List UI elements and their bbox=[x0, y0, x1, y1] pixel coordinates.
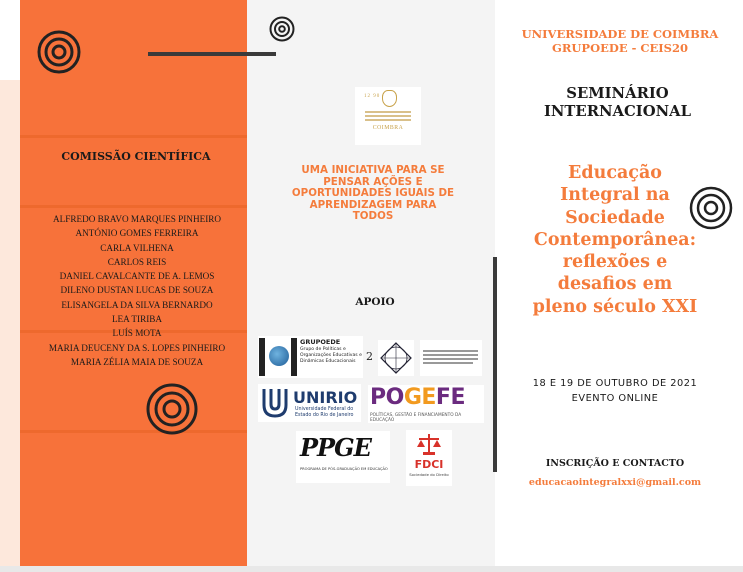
scales-of-justice-icon bbox=[416, 432, 442, 456]
logo-text-line bbox=[423, 350, 478, 352]
member-name: CARLOS REIS bbox=[107, 256, 167, 267]
logo-text-line bbox=[423, 362, 473, 364]
uc-name: COIMBRA bbox=[372, 125, 404, 131]
uc-text-line bbox=[365, 119, 411, 121]
geometric-emblem-icon bbox=[378, 340, 414, 376]
uc-text-line bbox=[365, 111, 411, 113]
pogefe-logo bbox=[368, 385, 484, 423]
fdci-subtitle: Sociedade do Direito bbox=[409, 472, 449, 477]
logo-bar bbox=[259, 338, 265, 376]
unirio-subtitle: Universidade Federal do Estado do Rio de Janeiro bbox=[295, 407, 354, 418]
member-name: ALFREDO BRAVO MARQUES PINHEIRO bbox=[52, 214, 222, 224]
divider-line bbox=[148, 52, 276, 56]
iniciativa-line: OPORTUNIDADES IGUAIS DE bbox=[291, 187, 455, 199]
universidade-coimbra-logo bbox=[355, 87, 421, 145]
concentric-circles-icon bbox=[37, 30, 81, 74]
group-name: GRUPOEDE - CEIS20 bbox=[552, 41, 688, 55]
grupoede-logo bbox=[258, 336, 363, 378]
university-header bbox=[500, 27, 740, 55]
ppge-wordmark: PPGE bbox=[300, 433, 371, 462]
iniciativa-line: APRENDIZAGEM PARA bbox=[309, 198, 437, 211]
title-line: Contemporânea: bbox=[533, 229, 697, 250]
member-name: DANIEL CAVALCANTE DE A. LEMOS bbox=[59, 271, 215, 282]
title-line: pleno século XXI bbox=[532, 296, 698, 317]
badge-number: 2 bbox=[366, 350, 373, 363]
pogefe-wordmark: POGEFE bbox=[370, 385, 465, 410]
logo-text-line bbox=[423, 358, 478, 360]
seminario-line: SEMINÁRIO bbox=[566, 85, 669, 102]
university-name: UNIVERSIDADE DE COIMBRA bbox=[521, 27, 719, 41]
concentric-circles-icon bbox=[146, 383, 198, 435]
shelf-line bbox=[20, 135, 247, 138]
member-name: LUÍS MOTA bbox=[112, 328, 162, 339]
ppge-subtitle: PROGRAMA DE PÓS-GRADUAÇÃO EM EDUCAÇÃO bbox=[300, 467, 388, 471]
member-name: MARIA DEUCENY DA S. LOPES PINHEIRO bbox=[48, 342, 226, 353]
title-line: Integral na bbox=[560, 185, 670, 206]
member-name: LEA TIRIBA bbox=[111, 314, 163, 325]
title-line: reflexões e bbox=[562, 252, 668, 273]
uc-years: 12 90 bbox=[364, 94, 381, 99]
pogefe-subtitle: POLÍTICAS, GESTÃO E FINANCIAMENTO DA EDUCAÇÃO bbox=[370, 413, 462, 423]
ppge-logo bbox=[296, 431, 390, 483]
title-line: Sociedade bbox=[565, 207, 665, 228]
apoio-heading: APOIO bbox=[355, 296, 395, 308]
unirio-emblem-icon bbox=[260, 387, 290, 419]
logo-bar bbox=[291, 338, 297, 376]
divider-line bbox=[493, 257, 497, 472]
partner-text-logo bbox=[420, 340, 482, 376]
member-name: ANTÓNIO GOMES FERREIRA bbox=[75, 228, 199, 239]
contact-label: INSCRIÇÃO E CONTACTO bbox=[545, 458, 685, 469]
bottom-edge bbox=[0, 566, 743, 572]
globe-icon bbox=[269, 346, 289, 366]
unirio-logo bbox=[258, 384, 361, 422]
comissao-title: COMISSÃO CIENTÍFICA bbox=[61, 150, 211, 163]
event-dates bbox=[510, 377, 720, 406]
seminario-heading bbox=[505, 85, 730, 121]
member-name: ELISANGELA DA SILVA BERNARDO bbox=[61, 299, 213, 310]
comissao-member-list bbox=[30, 212, 244, 369]
iniciativa-line: UMA INICIATIVA PARA SE bbox=[301, 164, 445, 176]
member-name: CARLA VILHENA bbox=[100, 242, 174, 253]
shelf-line bbox=[20, 205, 247, 208]
member-name: MARIA ZÉLIA MAIA DE SOUZA bbox=[70, 356, 204, 367]
uc-seal-icon bbox=[382, 90, 397, 107]
unirio-name: UNIRIO bbox=[293, 388, 358, 407]
title-line: Educação bbox=[568, 163, 662, 183]
pogefe-name bbox=[370, 385, 465, 410]
uc-text-line bbox=[365, 115, 411, 117]
shelf-line bbox=[20, 430, 247, 433]
iniciativa-text bbox=[268, 165, 478, 223]
fdci-name: FDCI bbox=[414, 458, 444, 471]
concentric-circles-icon bbox=[269, 16, 295, 42]
member-name: DILENO DUSTAN LUCAS DE SOUZA bbox=[60, 285, 214, 296]
event-date-text: 18 E 19 DE OUTUBRO DE 2021 bbox=[532, 378, 698, 389]
title-line: desafios em bbox=[557, 274, 673, 295]
grupoede-subtitle: Grupo de Políticas e Organizações Educativas e Dinâmicas Educacionais bbox=[300, 347, 362, 364]
middle-panel bbox=[247, 0, 495, 572]
logo-text-line bbox=[423, 354, 478, 356]
grupoede-title: GRUPOEDE bbox=[300, 338, 341, 346]
event-mode-text: EVENTO ONLINE bbox=[571, 392, 659, 404]
seminario-line: INTERNACIONAL bbox=[543, 103, 692, 120]
iniciativa-line: TODOS bbox=[352, 210, 394, 222]
contact-email-link[interactable]: educacaointegralxxi@gmail.com bbox=[528, 477, 702, 488]
iniciativa-line: PENSAR AÇÕES E bbox=[323, 175, 423, 188]
event-title bbox=[510, 162, 720, 318]
fdci-logo bbox=[406, 430, 452, 486]
